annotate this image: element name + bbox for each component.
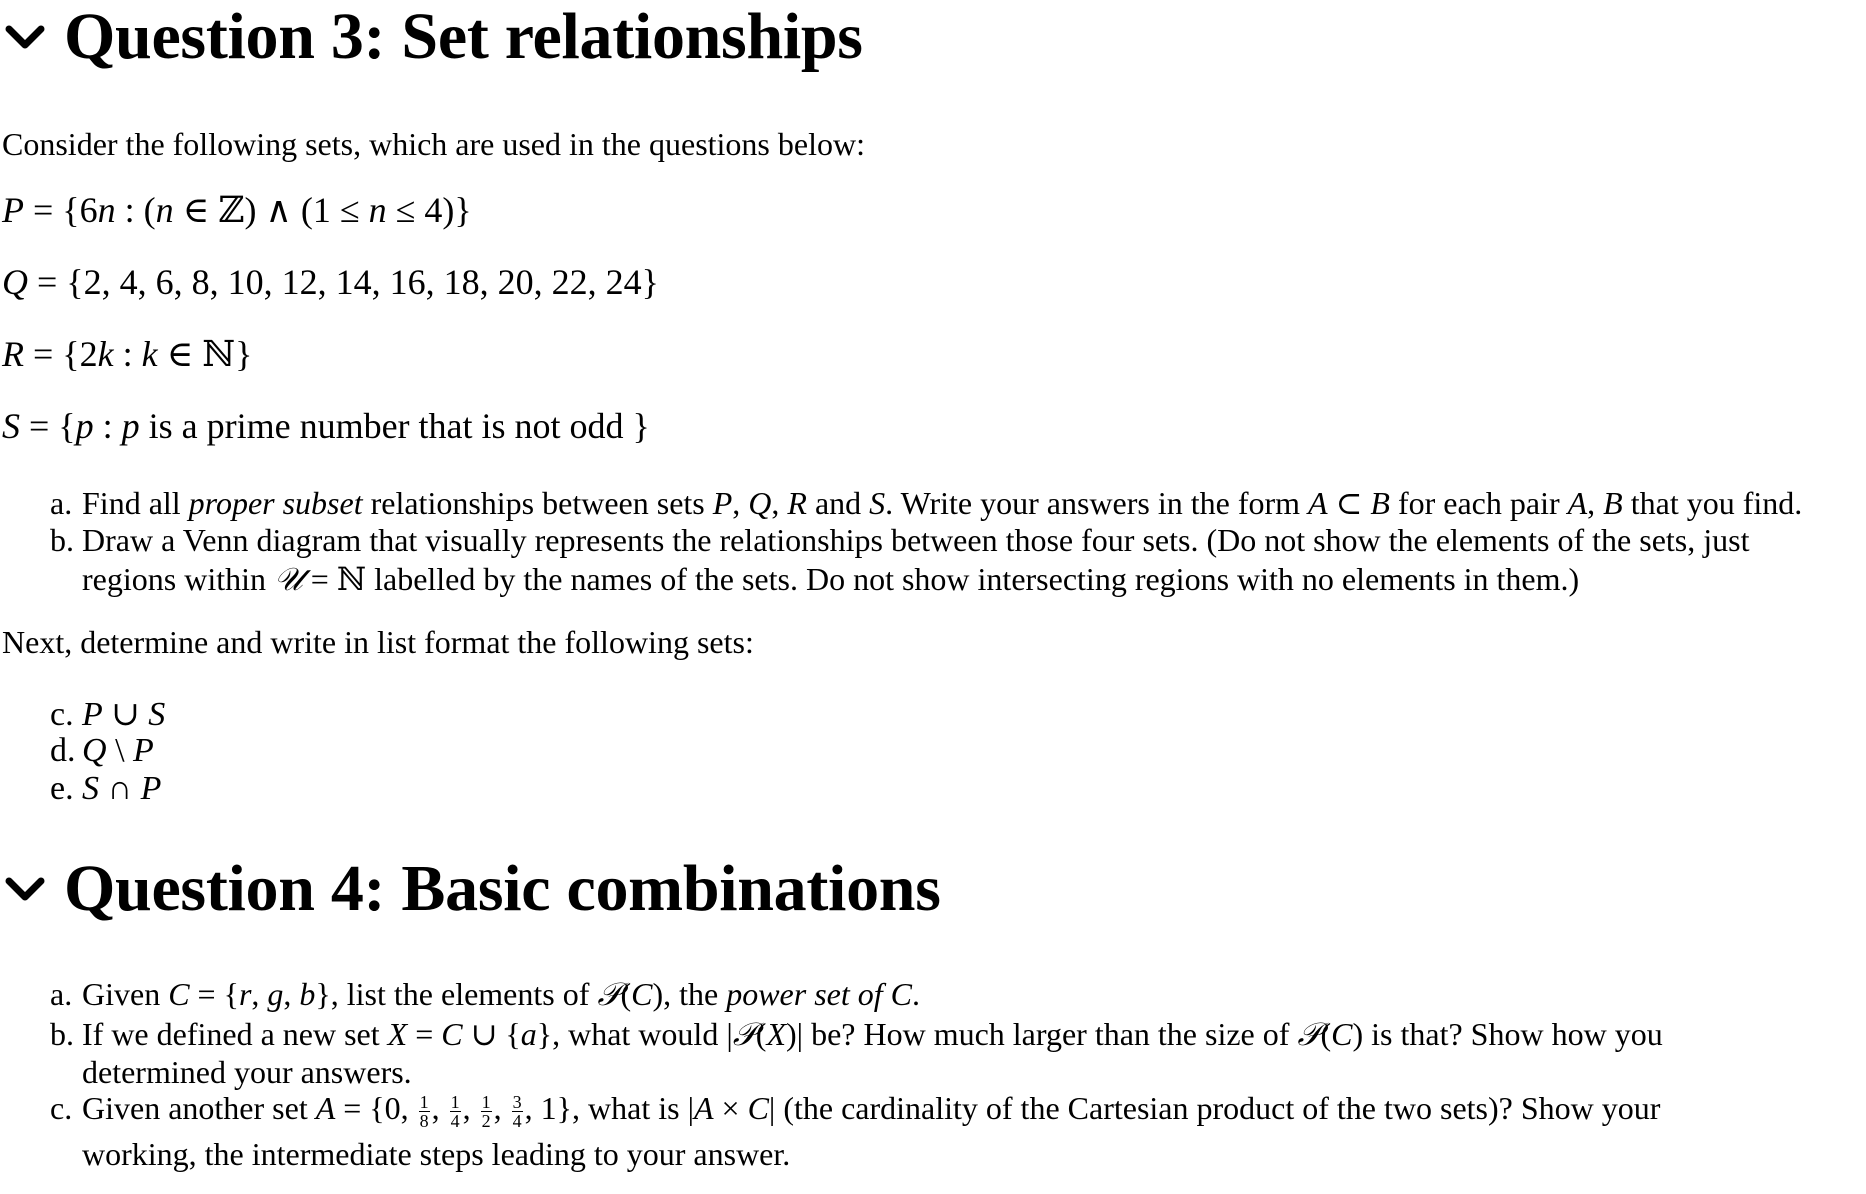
list-item — [50, 1015, 1663, 1054]
list-item — [50, 732, 154, 770]
set-def-S: S = {p : p is a prime number that is not odd } — [2, 406, 650, 446]
q4-title: Question 4: Basic combinations — [64, 852, 941, 925]
chevron-down-icon[interactable] — [4, 874, 46, 904]
item-label: e. — [50, 770, 74, 807]
q3-intro: Consider the following sets, which are used in the questions below: — [2, 126, 865, 162]
item-label: d. — [50, 732, 76, 769]
list-item — [50, 976, 920, 1014]
q4-header[interactable] — [0, 852, 941, 925]
list-item-continuation: working, the intermediate steps leading to your answer. — [82, 1136, 791, 1172]
item-text: Given C = {r, g, b}, list the elements of 𝒫(C), the power set of C. — [82, 976, 920, 1012]
set-def-Q: Q = {2, 4, 6, 8, 10, 12, 14, 16, 18, 20, 22, 24} — [2, 262, 659, 302]
list-item — [50, 694, 165, 734]
item-label: a. — [50, 976, 73, 1012]
list-item — [50, 770, 161, 808]
item-label: a. — [50, 485, 73, 521]
item-text: P ∪ S — [82, 696, 166, 733]
q3-title: Question 3: Set relationships — [64, 0, 863, 73]
set-def-R: R = {2k : k ∈ ℕ} — [2, 334, 253, 375]
item-label: c. — [50, 1090, 73, 1126]
list-item — [50, 522, 1749, 559]
item-label: b. — [50, 522, 74, 558]
item-text: Given another set A = {0, $\frac{1}{8}$ , $\frac{1}{4}$ , $\frac{1}{2}$ , $\frac{3}{4}$ , 1}, what is |A × C| (the cardinality of the Cartesian product of the two sets)? Show your — [82, 1090, 1661, 1132]
list-item — [50, 484, 1802, 522]
item-text: Draw a Venn diagram that visually represents the relationships between those four sets. (Do not show the elements of the sets, just — [82, 522, 1750, 558]
list-item-continuation: determined your answers. — [82, 1054, 412, 1090]
list-item — [50, 1090, 1660, 1130]
q3-next: Next, determine and write in list format the following sets: — [2, 624, 754, 660]
item-label: c. — [50, 696, 74, 733]
item-label: b. — [50, 1016, 74, 1052]
chevron-down-icon[interactable] — [4, 22, 46, 52]
item-text: If we defined a new set X = C ∪ {a}, what would |𝒫(X)| be? How much larger than the size of 𝒫(C) is that? Show how you — [82, 1016, 1663, 1052]
item-text: Find all proper subset relationships between sets P, Q, R and S. Write your answers in the form A ⊂ B for each pair A, B that you find. — [82, 485, 1803, 521]
item-text: S ∩ P — [82, 770, 162, 807]
q3-header[interactable] — [0, 0, 863, 73]
item-text: Q \ P — [82, 732, 154, 769]
set-def-P: P = {6n : (n ∈ ℤ) ∧ (1 ≤ n ≤ 4)} — [2, 190, 472, 231]
list-item-continuation: regions within 𝒰 = ℕ labelled by the names of the sets. Do not show intersecting regions with no elements in them.) — [82, 560, 1580, 598]
